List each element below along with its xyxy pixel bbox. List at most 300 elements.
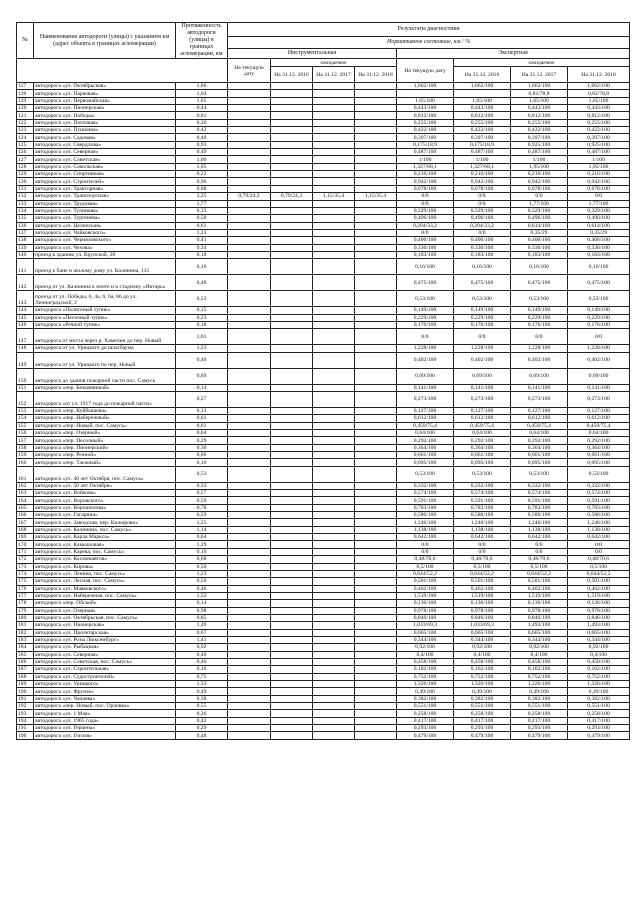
instrumental-2018 [355, 97, 397, 104]
instrumental-2017 [313, 512, 355, 519]
row-number: 128 [17, 163, 34, 170]
road-length: 0,29 [176, 437, 228, 444]
road-length: 0,78 [176, 504, 228, 511]
instrumental-current [228, 466, 271, 482]
instrumental-2017 [313, 314, 355, 321]
instrumental-2016 [271, 710, 313, 717]
instrumental-current [228, 607, 271, 614]
instrumental-2017 [313, 171, 355, 178]
road-name: автодорога «ул. Октябрьская» [34, 83, 176, 90]
instrumental-2016 [271, 437, 313, 444]
instrumental-2018 [355, 666, 397, 673]
instrumental-2018 [355, 695, 397, 702]
expert-2018: 0,574/100 [568, 490, 630, 497]
road-length: 1,25 [176, 519, 228, 526]
instrumental-2017 [313, 222, 355, 229]
road-name: автодорога «ул. Целинская» [34, 222, 176, 229]
road-name: автодорога «ул. Садовая» [34, 134, 176, 141]
road-name: автодорога «пер. Песочный» [34, 437, 176, 444]
expert-current: 0,475/100 [397, 275, 454, 291]
row-number: 187 [17, 666, 34, 673]
expert-2016: 0/0 [454, 548, 511, 555]
road-length: 0,53 [176, 466, 228, 482]
instrumental-current [228, 237, 271, 244]
instrumental-current [228, 695, 271, 702]
instrumental-2018 [355, 644, 397, 651]
instrumental-2018 [355, 422, 397, 429]
instrumental-current [228, 112, 271, 119]
instrumental-2016 [271, 695, 313, 702]
road-name: автодорога «ул. Спортивная» [34, 171, 176, 178]
road-length: 1,66 [176, 83, 228, 90]
table-row [17, 482, 630, 489]
instrumental-2016 [271, 422, 313, 429]
expert-2017: 0,92/100 [511, 644, 568, 651]
expert-2017: 0,586/100 [511, 512, 568, 519]
expert-2017: 0,417/100 [511, 717, 568, 724]
expert-2017: 1,493/100 [511, 622, 568, 629]
instrumental-current [228, 732, 271, 739]
road-name: автодорога «ул. Тракторная» [34, 185, 176, 192]
expert-2016: 0,92/100 [454, 644, 511, 651]
table-row [17, 437, 630, 444]
expert-2018: 0,612/100 [568, 415, 630, 422]
expert-2016: 0,273/100 [454, 391, 511, 407]
row-number: 190 [17, 688, 34, 695]
expert-2018: 1,519/100 [568, 592, 630, 599]
table-row [17, 178, 630, 185]
instrumental-2017 [313, 391, 355, 407]
row-number: 160 [17, 459, 34, 466]
road-length: 0,40 [176, 651, 228, 658]
expert-current: 0,417/100 [397, 717, 454, 724]
expert-current: 0,92/100 [397, 644, 454, 651]
instrumental-2018 [355, 215, 397, 222]
road-name: автодорога «ул. Победы» [34, 112, 176, 119]
row-number: 183 [17, 636, 34, 643]
instrumental-2016 [271, 368, 313, 384]
expert-current: 0,5/100 [397, 563, 454, 570]
expert-2017: 0/0 [511, 193, 568, 200]
table-row [17, 444, 630, 451]
instrumental-2017 [313, 321, 355, 328]
instrumental-current [228, 207, 271, 214]
instrumental-2018 [355, 105, 397, 112]
road-length: 1,95 [176, 163, 228, 170]
table-row [17, 207, 630, 214]
expert-current: 0,978/100 [397, 607, 454, 614]
expert-2016: 0,53/100 [454, 466, 511, 482]
expert-current: 0,406/100 [397, 237, 454, 244]
expert-2018: 1,95/100 [568, 163, 630, 170]
instrumental-current [228, 430, 271, 437]
road-name: автодорога «от ул. 1917 года до пожарной части» [34, 391, 176, 407]
instrumental-2017 [313, 141, 355, 148]
row-number: 180 [17, 614, 34, 621]
row-number: 189 [17, 681, 34, 688]
instrumental-current [228, 141, 271, 148]
road-name: автодорога «ул. 50 лет Октября» [34, 482, 176, 489]
instrumental-current [228, 127, 271, 134]
expert-2017: 0,496/100 [511, 215, 568, 222]
expert-current: 0,459/75,4 [397, 422, 454, 429]
table-row [17, 614, 630, 621]
road-name: автодорога «ул. Чехова» [34, 244, 176, 251]
instrumental-2017 [313, 614, 355, 621]
expert-2018: 0,501/100 [568, 578, 630, 585]
road-length: 0,29 [176, 725, 228, 732]
expert-current: 0,127/100 [397, 407, 454, 414]
expert-2016: 1,033/69,3 [454, 622, 511, 629]
row-number: 177 [17, 592, 34, 599]
instrumental-current [228, 222, 271, 229]
instrumental-2018 [355, 275, 397, 291]
table-row [17, 666, 630, 673]
expert-current: 0,344/100 [397, 636, 454, 643]
table-row [17, 193, 630, 200]
expert-2017: 0,69/100 [511, 368, 568, 384]
instrumental-2018 [355, 119, 397, 126]
instrumental-2016 [271, 384, 313, 391]
road-length: 0,10 [176, 548, 228, 555]
instrumental-2017 [313, 229, 355, 236]
instrumental-current [228, 314, 271, 321]
instrumental-current [228, 149, 271, 156]
road-length: 0,46 [176, 658, 228, 665]
table-row [17, 548, 630, 555]
table-row [17, 519, 630, 526]
expert-2017: 0,644/52,2 [511, 570, 568, 577]
expert-2016: 0,812/100 [454, 112, 511, 119]
road-name: проезд к зданию ул. Крупской, 28 [34, 251, 176, 258]
instrumental-current [228, 391, 271, 407]
expert-current: 0,332/100 [397, 482, 454, 489]
expert-current: 0,678/100 [397, 185, 454, 192]
road-name: автодорога «пер. Речной» [34, 452, 176, 459]
instrumental-2017 [313, 482, 355, 489]
instrumental-2018 [355, 526, 397, 533]
expert-2016: 0,406/100 [454, 237, 511, 244]
document-page [16, 22, 629, 740]
instrumental-2018 [355, 710, 397, 717]
table-row [17, 185, 630, 192]
road-name: автодорога «ул. Транспортная» [34, 193, 176, 200]
road-name: автодорога «Песочный тупик» [34, 314, 176, 321]
table-row [17, 119, 630, 126]
table-body [17, 83, 630, 740]
instrumental-2018 [355, 291, 397, 307]
row-number: 150 [17, 368, 34, 384]
row-number: 169 [17, 534, 34, 541]
instrumental-2016 [271, 244, 313, 251]
expert-2018: 0,417/100 [568, 717, 630, 724]
instrumental-2017 [313, 444, 355, 451]
instrumental-current [228, 541, 271, 548]
instrumental-2017 [313, 490, 355, 497]
instrumental-2018 [355, 229, 397, 236]
expert-2017: 1,77/100 [511, 200, 568, 207]
instrumental-2017 [313, 504, 355, 511]
instrumental-2017 [313, 688, 355, 695]
road-length: 1,04 [176, 90, 228, 97]
road-name: автодорога «ул. Ворошилова» [34, 504, 176, 511]
road-name: автодорога от ул. Урицкого до шлагбаума [34, 345, 176, 352]
expert-2018: 0,332/100 [568, 482, 630, 489]
instrumental-2016 [271, 352, 313, 368]
road-length: 0,98 [176, 607, 228, 614]
row-number: 135 [17, 215, 34, 222]
row-number: 155 [17, 422, 34, 429]
row-number: 136 [17, 222, 34, 229]
road-name: проезд к бане и жилому дому ул. Калинина, 115 [34, 259, 176, 275]
row-number: 188 [17, 673, 34, 680]
expert-2018: 0,4/100 [568, 651, 630, 658]
road-name: автодорога «ул. Октябрьская, пос. Самусь» [34, 614, 176, 621]
road-name: автодорога «ул. Набережная, пос. Самусь» [34, 592, 176, 599]
road-name: автодорога «ул. Северная» [34, 149, 176, 156]
road-length: 0,40 [176, 352, 228, 368]
instrumental-current [228, 251, 271, 258]
expert-current: 0/0 [397, 229, 454, 236]
row-number: 196 [17, 732, 34, 739]
instrumental-2018 [355, 519, 397, 526]
table-row [17, 563, 630, 570]
road-name: автодорога «пер. Безымянный» [34, 384, 176, 391]
instrumental-2017 [313, 97, 355, 104]
expert-current [397, 90, 454, 97]
expert-current: 0,642/100 [397, 534, 454, 541]
instrumental-2016 [271, 97, 313, 104]
road-name: автодорога «ул. Парковая» [34, 90, 176, 97]
diagnostics-table [16, 22, 630, 740]
expert-2018: 0,273/100 [568, 391, 630, 407]
instrumental-current [228, 259, 271, 275]
table-row [17, 725, 630, 732]
instrumental-2016 [271, 688, 313, 695]
instrumental-2017 [313, 695, 355, 702]
expert-2016: 0,141/100 [454, 384, 511, 391]
expert-2016: 0,644/52,2 [454, 570, 511, 577]
instrumental-current [228, 614, 271, 621]
instrumental-2017 [313, 466, 355, 482]
road-length: 0,50 [176, 215, 228, 222]
instrumental-2016 [271, 526, 313, 533]
row-number: 176 [17, 585, 34, 592]
table-row [17, 681, 630, 688]
row-number: 148 [17, 345, 34, 352]
instrumental-2016 [271, 185, 313, 192]
instrumental-2017 [313, 407, 355, 414]
instrumental-current [228, 600, 271, 607]
instrumental-current [228, 97, 271, 104]
expert-current: 0,364/100 [397, 444, 454, 451]
expert-current: 0,162/100 [397, 666, 454, 673]
instrumental-current [228, 563, 271, 570]
expert-2018: 0,095/100 [568, 459, 630, 466]
instrumental-2016 [271, 592, 313, 599]
instrumental-2018 [355, 407, 397, 414]
expert-current: 0,644/52,2 [397, 570, 454, 577]
table-row [17, 321, 630, 328]
road-length: 0,93 [176, 141, 228, 148]
table-row [17, 112, 630, 119]
instrumental-2018 [355, 127, 397, 134]
row-number: 145 [17, 314, 34, 321]
road-name: автодорога «ул. Советская, пос. Самусь» [34, 658, 176, 665]
expert-2016: 0/0 [454, 329, 511, 345]
header-results: Результаты диагностики [228, 23, 630, 37]
expert-2017: 1,519/100 [511, 592, 568, 599]
expert-2017: 0,479/100 [511, 732, 568, 739]
instrumental-2018 [355, 651, 397, 658]
road-length: 0,40 [176, 134, 228, 141]
instrumental-2017 [313, 437, 355, 444]
expert-2018: 0,479/100 [568, 732, 630, 739]
expert-2017: 1/100 [511, 156, 568, 163]
row-number: 184 [17, 644, 34, 651]
expert-current: 0,496/100 [397, 215, 454, 222]
table-row [17, 384, 630, 391]
instrumental-current [228, 291, 271, 307]
expert-2016: 0,458/100 [454, 658, 511, 665]
instrumental-2016 [271, 578, 313, 585]
instrumental-2016 [271, 251, 313, 258]
expert-2018: 0,292/100 [568, 437, 630, 444]
road-length: 0,81 [176, 112, 228, 119]
header-num: № [17, 23, 34, 59]
instrumental-current [228, 717, 271, 724]
expert-2018: 0,329/100 [568, 207, 630, 214]
instrumental-2017 [313, 200, 355, 207]
expert-2017: 0,273/100 [511, 391, 568, 407]
expert-current: 1/100 [397, 156, 454, 163]
expert-current: 0,846/100 [397, 614, 454, 621]
instrumental-2018 [355, 459, 397, 466]
instrumental-2018 [355, 178, 397, 185]
header-2016-expert: На 31.12. 2016 [454, 67, 511, 83]
instrumental-2018 [355, 556, 397, 563]
expert-2018: 0,812/100 [568, 112, 630, 119]
instrumental-current [228, 321, 271, 328]
instrumental-2016 [271, 703, 313, 710]
road-length: 0,34 [176, 244, 228, 251]
instrumental-2017 [313, 717, 355, 724]
road-name: автодорога «ул. Сокольская» [34, 163, 176, 170]
road-length: 0,18 [176, 321, 228, 328]
table-row [17, 275, 630, 291]
road-length: 0,33 [176, 482, 228, 489]
expert-2016: 0,293/100 [454, 725, 511, 732]
instrumental-2018 [355, 141, 397, 148]
expert-2017: 0,336/100 [511, 244, 568, 251]
instrumental-2017 [313, 556, 355, 563]
expert-current: 1,519/100 [397, 592, 454, 599]
road-name: автодорога «ул. Пионерская» [34, 105, 176, 112]
expert-2018: 0,443/100 [568, 105, 630, 112]
instrumental-2016 [271, 83, 313, 90]
instrumental-current [228, 658, 271, 665]
expert-current: 0,258/100 [397, 710, 454, 717]
instrumental-2017: 1,15/35,4 [313, 193, 355, 200]
instrumental-2017 [313, 90, 355, 97]
table-row [17, 636, 630, 643]
table-row [17, 459, 630, 466]
expert-2017: 0,551/100 [511, 703, 568, 710]
instrumental-2017 [313, 526, 355, 533]
row-number: 138 [17, 237, 34, 244]
expert-2016: 1,65/100 [454, 97, 511, 104]
instrumental-2016 [271, 112, 313, 119]
table-row [17, 622, 630, 629]
expert-2018: 0/0 [568, 541, 630, 548]
row-number: 125 [17, 141, 34, 148]
instrumental-2017 [313, 725, 355, 732]
road-length: 0,64 [176, 534, 228, 541]
expert-2017: 0,591/100 [511, 497, 568, 504]
instrumental-2016 [271, 570, 313, 577]
instrumental-current [228, 90, 271, 97]
expert-2017: 0,364/100 [511, 444, 568, 451]
expert-current: 0,752/100 [397, 673, 454, 680]
road-name: автодорога «ул. Пролетарская» [34, 629, 176, 636]
table-row [17, 466, 630, 482]
instrumental-2018 [355, 717, 397, 724]
instrumental-2017 [313, 563, 355, 570]
instrumental-2017 [313, 541, 355, 548]
road-length: 0,53 [176, 291, 228, 307]
road-name: автодорога «ул. Фрунзе» [34, 688, 176, 695]
expert-2018: 0,149/100 [568, 307, 630, 314]
expert-2018: 0,127/100 [568, 407, 630, 414]
road-length: 1,23 [176, 229, 228, 236]
expert-current: 0,812/100 [397, 112, 454, 119]
instrumental-2016 [271, 482, 313, 489]
road-length: 0,57 [176, 490, 228, 497]
row-number: 119 [17, 97, 34, 104]
road-length: 0,49 [176, 688, 228, 695]
instrumental-current [228, 422, 271, 429]
road-name: автодорога «Полигоный тупик» [34, 307, 176, 314]
instrumental-current [228, 578, 271, 585]
expert-2017: 1,95/100 [511, 163, 568, 170]
road-length: 0,13 [176, 407, 228, 414]
road-name: автодорога «ул. Калинина, пос. Самусь» [34, 526, 176, 533]
row-number: 174 [17, 570, 34, 577]
instrumental-2017 [313, 459, 355, 466]
instrumental-2016 [271, 534, 313, 541]
expert-2017: 0,5/100 [511, 563, 568, 570]
instrumental-2016: 0,79/24,3 [271, 193, 313, 200]
instrumental-2017 [313, 345, 355, 352]
expert-2016: 1/100 [454, 156, 511, 163]
table-row [17, 504, 630, 511]
expert-2018: 0,942/100 [568, 178, 630, 185]
expert-2018: 0,16/100 [568, 259, 630, 275]
table-row [17, 688, 630, 695]
expert-2017: 0,661/100 [511, 452, 568, 459]
road-name: автодорога «ул. Войкова» [34, 490, 176, 497]
expert-current: 0,591/100 [397, 497, 454, 504]
instrumental-2017 [313, 666, 355, 673]
instrumental-2018 [355, 607, 397, 614]
expert-2017: 1,326/100 [511, 681, 568, 688]
road-length: 0,50 [176, 578, 228, 585]
expert-2017: 0,812/100 [511, 112, 568, 119]
instrumental-2017 [313, 237, 355, 244]
instrumental-current [228, 519, 271, 526]
row-number: 131 [17, 185, 34, 192]
instrumental-2016 [271, 345, 313, 352]
